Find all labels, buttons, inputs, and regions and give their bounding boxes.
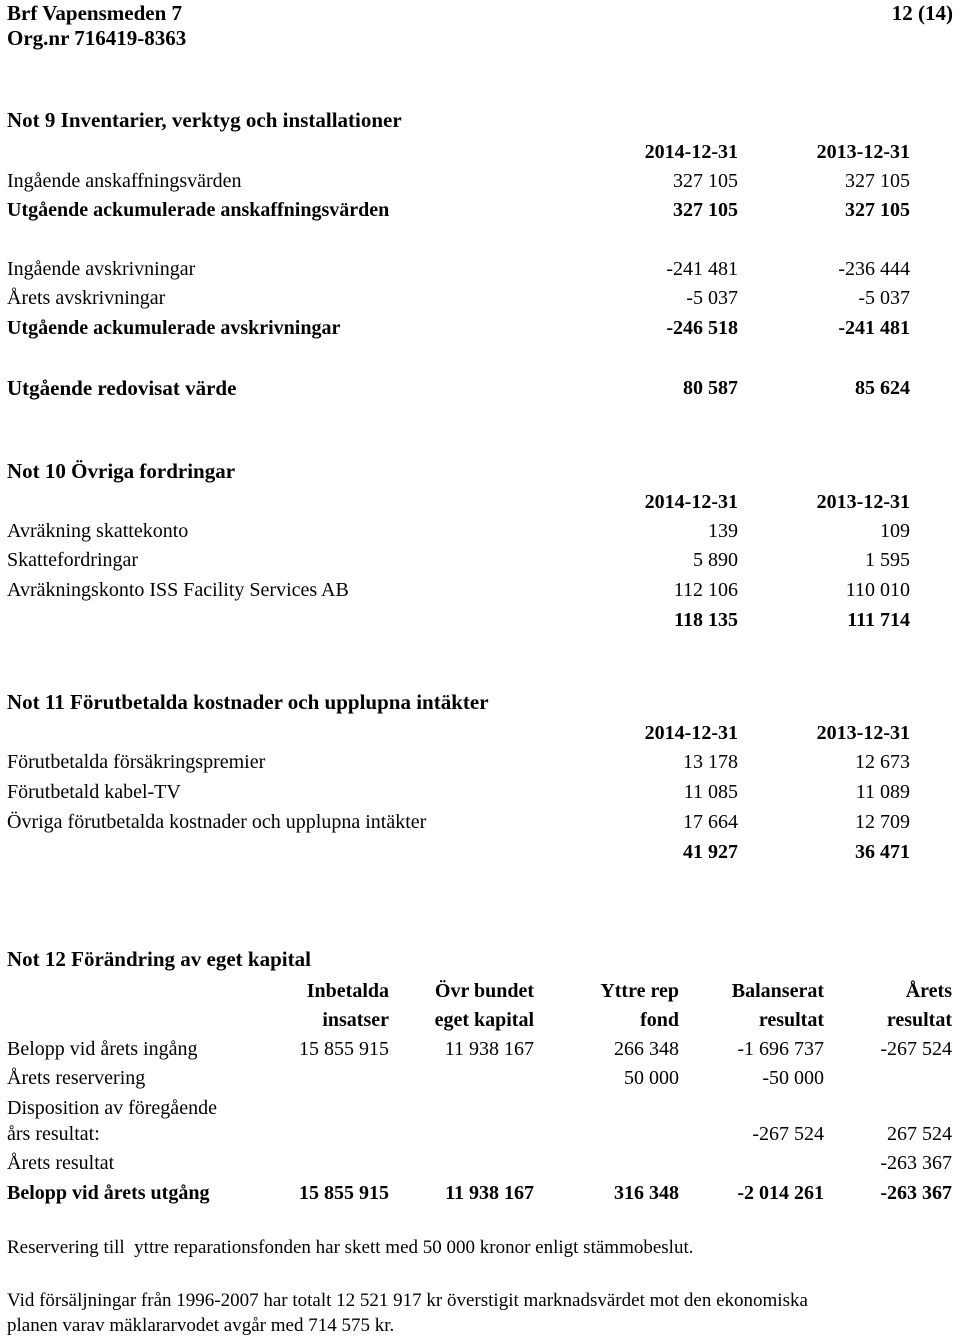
table-cell: 1 595 bbox=[865, 549, 910, 571]
table-cell: 266 348 bbox=[614, 1038, 679, 1060]
note-11-col-2014: 2014-12-31 bbox=[644, 722, 738, 744]
table-cell: 327 105 bbox=[845, 199, 910, 221]
table-cell: -263 367 bbox=[880, 1152, 952, 1174]
table-cell: 267 524 bbox=[887, 1123, 952, 1145]
table-cell: -1 696 737 bbox=[737, 1038, 824, 1060]
note-10-total: 111 714 bbox=[847, 609, 910, 631]
table-row-label: Avräkning skattekonto bbox=[7, 520, 189, 542]
note-11-title: Not 11 Förutbetalda kostnader och upplupna intäkter bbox=[7, 690, 489, 714]
note-12-title: Not 12 Förändring av eget kapital bbox=[7, 947, 311, 971]
note-10-col-2014: 2014-12-31 bbox=[644, 491, 738, 513]
column-header: resultat bbox=[886, 1009, 952, 1031]
table-row-label: Årets resultat bbox=[7, 1152, 115, 1174]
company-name: Brf Vapensmeden 7 bbox=[7, 1, 183, 25]
table-cell: -5 037 bbox=[686, 287, 738, 309]
table-cell: 327 105 bbox=[845, 170, 910, 192]
table-cell: 327 105 bbox=[673, 199, 738, 221]
table-cell: -2 014 261 bbox=[737, 1182, 824, 1204]
note-10-total: 118 135 bbox=[674, 609, 738, 631]
reservation-note: Reservering till yttre reparationsfonden har skett med 50 000 kronor enligt stämmobeslut. bbox=[7, 1237, 694, 1258]
note-9-col-2013: 2013-12-31 bbox=[816, 141, 910, 163]
table-cell: 327 105 bbox=[673, 170, 738, 192]
note-11-total: 36 471 bbox=[855, 841, 910, 863]
column-header: Övr bundet bbox=[434, 980, 534, 1002]
table-row-label: Belopp vid årets utgång bbox=[7, 1182, 210, 1204]
note-11-col-2013: 2013-12-31 bbox=[816, 722, 910, 744]
table-cell: 11 089 bbox=[855, 781, 910, 803]
note-10-title: Not 10 Övriga fordringar bbox=[7, 459, 236, 483]
table-cell: -267 524 bbox=[880, 1038, 952, 1060]
table-row-label: Skattefordringar bbox=[7, 549, 139, 571]
table-cell: 316 348 bbox=[614, 1182, 679, 1204]
page-number: 12 (14) bbox=[891, 1, 953, 25]
sales-note-line2: planen varav mäklararvodet avgår med 714 575 kr. bbox=[7, 1315, 395, 1336]
sales-note-line1: Vid försäljningar från 1996-2007 har totalt 12 521 917 kr överstigit marknadsvärdet mot den ekonomiska bbox=[7, 1290, 808, 1311]
table-cell: -267 524 bbox=[752, 1123, 824, 1145]
note-11-total: 41 927 bbox=[683, 841, 738, 863]
column-header: Inbetalda bbox=[306, 980, 389, 1002]
table-cell: 11 085 bbox=[683, 781, 738, 803]
column-header: insatser bbox=[322, 1009, 389, 1031]
table-cell: -241 481 bbox=[666, 258, 738, 280]
table-cell: 109 bbox=[880, 520, 910, 542]
table-row-label: Avräkningskonto ISS Facility Services AB bbox=[7, 579, 349, 601]
table-row-label: Utgående redovisat värde bbox=[7, 376, 237, 400]
table-cell: 17 664 bbox=[683, 811, 738, 833]
table-cell: 13 178 bbox=[683, 751, 738, 773]
table-cell: 85 624 bbox=[855, 377, 910, 399]
table-row-label: Utgående ackumulerade avskrivningar bbox=[7, 317, 341, 339]
column-header: fond bbox=[640, 1009, 679, 1031]
note-10-col-2013: 2013-12-31 bbox=[816, 491, 910, 513]
column-header: eget kapital bbox=[434, 1009, 534, 1031]
table-cell: -241 481 bbox=[838, 317, 910, 339]
table-cell: -50 000 bbox=[762, 1067, 824, 1089]
table-cell: -263 367 bbox=[880, 1182, 952, 1204]
table-cell: 110 010 bbox=[845, 579, 910, 601]
table-row-label: Årets reservering bbox=[7, 1067, 146, 1089]
table-cell: 112 106 bbox=[673, 579, 738, 601]
table-cell: 5 890 bbox=[693, 549, 738, 571]
table-row-label: Ingående anskaffningsvärden bbox=[7, 170, 242, 192]
table-row-label: Förutbetalda försäkringspremier bbox=[7, 751, 266, 773]
table-cell: 80 587 bbox=[683, 377, 738, 399]
org-number: Org.nr 716419-8363 bbox=[7, 26, 187, 50]
column-header: resultat bbox=[758, 1009, 824, 1031]
table-cell: 139 bbox=[708, 520, 738, 542]
table-row-label: Ingående avskrivningar bbox=[7, 258, 196, 280]
table-cell: 50 000 bbox=[624, 1067, 679, 1089]
table-row-label: Disposition av föregående bbox=[7, 1097, 217, 1119]
table-cell: 11 938 167 bbox=[444, 1038, 534, 1060]
column-header: Yttre rep bbox=[600, 980, 679, 1002]
table-row-label: Övriga förutbetalda kostnader och upplupna intäkter bbox=[7, 811, 427, 833]
table-row-label: Utgående ackumulerade anskaffningsvärden bbox=[7, 199, 390, 221]
table-row-label: Årets avskrivningar bbox=[7, 287, 166, 309]
table-cell: 15 855 915 bbox=[299, 1182, 389, 1204]
table-cell: 12 673 bbox=[855, 751, 910, 773]
column-header: Balanserat bbox=[731, 980, 824, 1002]
column-header: Årets bbox=[905, 980, 952, 1002]
table-cell: -5 037 bbox=[858, 287, 910, 309]
table-cell: -246 518 bbox=[666, 317, 738, 339]
table-row-label: Förutbetald kabel-TV bbox=[7, 781, 181, 803]
note-9-col-2014: 2014-12-31 bbox=[644, 141, 738, 163]
table-cell: 15 855 915 bbox=[299, 1038, 389, 1060]
table-row-label: års resultat: bbox=[7, 1123, 100, 1145]
table-cell: 12 709 bbox=[855, 811, 910, 833]
table-row-label: Belopp vid årets ingång bbox=[7, 1038, 198, 1060]
note-9-title: Not 9 Inventarier, verktyg och installationer bbox=[7, 108, 402, 132]
table-cell: 11 938 167 bbox=[445, 1182, 534, 1204]
table-cell: -236 444 bbox=[838, 258, 910, 280]
